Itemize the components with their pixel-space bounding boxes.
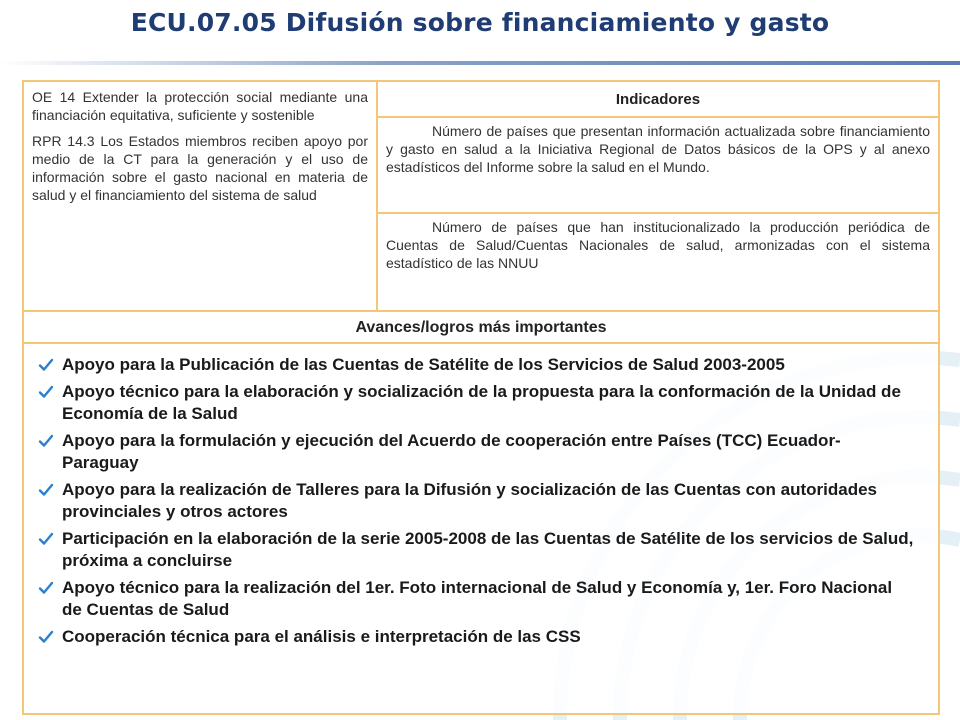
- achievement-text: Participación en la elaboración de la serie 2005-2008 de las Cuentas de Satélite de los servicios de Salud, próxima a concluirse: [62, 529, 914, 570]
- achievements-header: Avances/logros más importantes: [24, 312, 938, 344]
- checkmark-icon: [38, 577, 62, 599]
- list-item: [38, 430, 924, 474]
- page-title: ECU.07.05 Difusión sobre financiamiento y gasto: [130, 8, 830, 37]
- checkmark-icon: [38, 528, 62, 550]
- list-item: [38, 354, 924, 376]
- content-table: [22, 80, 940, 715]
- list-item: [38, 626, 924, 648]
- list-item: [38, 479, 924, 523]
- checkmark-icon: [38, 430, 62, 452]
- objective-cell: [24, 82, 378, 310]
- checkmark-icon: [38, 381, 62, 403]
- objectives-row: [24, 82, 938, 312]
- indicator-item: Número de países que han institucionalizado la producción periódica de Cuentas de Salud/Cuentas Nacionales de salud, armonizadas con el sistema estadístico de las NNUU: [386, 219, 930, 271]
- checkmark-icon: [38, 354, 62, 376]
- indicator-item: Número de países que presentan información actualizada sobre financiamiento y gasto en salud a la Iniciativa Regional de Datos básicos de la OPS y al anexo estadísticos del Informe sobre la salud en el Mundo.: [378, 118, 938, 214]
- achievements-list: [24, 346, 938, 712]
- oe-text: OE 14 Extender la protección social mediante una financiación equitativa, suficiente y sostenible: [32, 89, 368, 123]
- title-divider: [0, 61, 960, 65]
- list-item: [38, 528, 924, 572]
- list-item: [38, 577, 924, 621]
- achievement-text: Cooperación técnica para el análisis e interpretación de las CSS: [62, 627, 581, 646]
- achievement-text: Apoyo para la formulación y ejecución del Acuerdo de cooperación entre Países (TCC) Ecuador-Paraguay: [62, 431, 841, 472]
- indicators-cell: [378, 82, 938, 310]
- list-item: [38, 381, 924, 425]
- achievement-text: Apoyo para la Publicación de las Cuentas de Satélite de los Servicios de Salud 2003-2005: [62, 355, 785, 374]
- achievement-text: Apoyo técnico para la elaboración y socialización de la propuesta para la conformación de la Unidad de Economía de la Salud: [62, 382, 901, 423]
- checkmark-icon: [38, 626, 62, 648]
- indicators-header: Indicadores: [378, 82, 938, 118]
- achievement-text: Apoyo técnico para la realización del 1er. Foto internacional de Salud y Economía y, 1er. Foro Nacional de Cuentas de Salud: [62, 578, 893, 619]
- checkmark-icon: [38, 479, 62, 501]
- achievement-text: Apoyo para la realización de Talleres para la Difusión y socialización de las Cuentas con autoridades provinciales y otros actores: [62, 480, 878, 521]
- rpr-text: RPR 14.3 Los Estados miembros reciben apoyo por medio de la CT para la generación y el uso de información sobre el gasto nacional en materia de salud y el financiamiento del sistema de salud: [32, 133, 368, 203]
